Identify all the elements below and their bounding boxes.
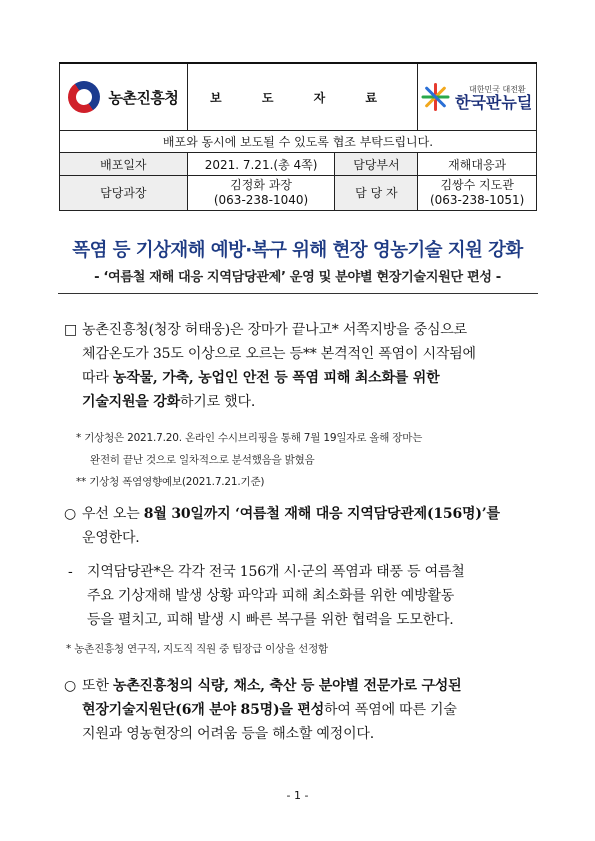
p1-line-2: 체감온도가 35도 이상으로 오르는 등** 본격적인 폭염이 시작됨에: [82, 346, 476, 362]
footnote-2: ** 기상청 폭염영향예보(2021.7.21.기준): [76, 476, 265, 488]
manager-name: 김정화 과장: [230, 178, 292, 192]
circle-bullet-icon: ○: [64, 506, 77, 522]
p1-emphasis-1: 농작물, 가축, 농업인 안전 등 폭염 피해 최소화를 위한: [112, 370, 440, 386]
new-deal-burst-icon: [422, 83, 450, 111]
release-notice: 배포와 동시에 보도될 수 있도록 협조 부탁드립니다.: [60, 131, 537, 153]
p1-line-3: 따라 농작물, 가축, 농업인 안전 등 폭염 피해 최소화를 위한: [82, 370, 440, 386]
agency-name: 농촌진흥청: [108, 88, 179, 107]
contact-label: 담 당 자: [335, 176, 418, 211]
p4-line-2: 현장기술지원단(6개 분야 85명)을 편성하여 폭염에 따른 기술: [82, 702, 457, 718]
dash-bullet: -: [68, 564, 73, 580]
gov-brand-name: 한국판뉴딜: [455, 93, 533, 112]
manager-value: [187, 176, 335, 211]
manager-label: 담당과장: [60, 176, 188, 211]
page-number: - 1 -: [286, 789, 309, 802]
p1-line-4: 기술지원을 강화하기로 했다.: [82, 394, 256, 410]
p3-line-2: 주요 기상재해 발생 상황 파악과 피해 최소화를 위한 예방활동: [87, 588, 455, 604]
p3-line-3: 등을 펼치고, 피해 발생 시 빠른 복구를 위한 협력을 도모한다.: [87, 612, 454, 628]
press-header-table: [59, 62, 537, 211]
p2-emphasis: 8월 30일까지 ‘여름철 재해 대응 지역담당관제(156명)’를: [143, 506, 500, 522]
subheadline: - ‘여름철 재해 대응 지역담당관제’ 운영 및 분야별 현장기술지원단 편성 -: [94, 270, 501, 285]
footnote-3: * 농촌진흥청 연구직, 지도직 직원 중 팀장급 이상을 선정함: [66, 643, 328, 655]
gov-brand-logo: [418, 63, 537, 131]
footnote-1-line-2: 완전히 끝난 것으로 일차적으로 분석했음을 밝혔음: [90, 454, 315, 466]
contact-name: 김쌍수 지도관: [440, 178, 514, 192]
rda-emblem-icon: [62, 75, 107, 120]
department-value: 재해대응과: [418, 153, 537, 176]
footnote-1: [76, 427, 422, 493]
contact-phone: (063-238-1051): [429, 193, 525, 207]
agency-logo: [60, 63, 188, 131]
gov-brand-small: 대한민국 대전환: [469, 85, 526, 94]
p4-emphasis-2: 현장기술지원단(6개 분야 85명)을 편성: [82, 702, 325, 718]
release-date-value: 2021. 7.21.(총 4쪽): [187, 153, 335, 176]
department-label: 담당부서: [335, 153, 418, 176]
p1-line-1: 농촌진흥청(청장 허태웅)은 장마가 끝나고* 서쪽지방을 중심으로: [82, 322, 467, 338]
headline: 폭염 등 기상재해 예방·복구 위해 현장 영농기술 지원 강화: [72, 240, 523, 261]
p1-emphasis-2: 기술지원을 강화: [82, 394, 180, 410]
circle-bullet-icon: ○: [64, 678, 77, 694]
p2-line-1: 우선 오는 8월 30일까지 ‘여름철 재해 대응 지역담당관제(156명)’를: [82, 506, 500, 522]
contact-value: [418, 176, 537, 211]
doc-type-title: 보 도 자 료: [187, 63, 418, 131]
manager-phone: (063-238-1040): [213, 193, 309, 207]
p2-line-2: 운영한다.: [82, 530, 140, 546]
p4-emphasis-1: 농촌진흥청의 식량, 채소, 축산 등 분야별 전문가로 구성된: [112, 678, 462, 694]
release-date-label: 배포일자: [60, 153, 188, 176]
footnote-1-line-1: * 기상청은 2021.7.20. 온라인 수시브리핑을 통해 7월 19일자로 올해 장마는: [76, 432, 423, 444]
p4-line-1: 또한 농촌진흥청의 식량, 채소, 축산 등 분야별 전문가로 구성된: [82, 678, 462, 694]
p3-line-1: 지역담당관*은 각각 전국 156개 시·군의 폭염과 태풍 등 여름철: [87, 564, 465, 580]
p4-line-3: 지원과 영농현장의 어려움 등을 해소할 예정이다.: [82, 726, 374, 742]
divider: [58, 293, 538, 294]
square-bullet-icon: □: [64, 322, 78, 338]
